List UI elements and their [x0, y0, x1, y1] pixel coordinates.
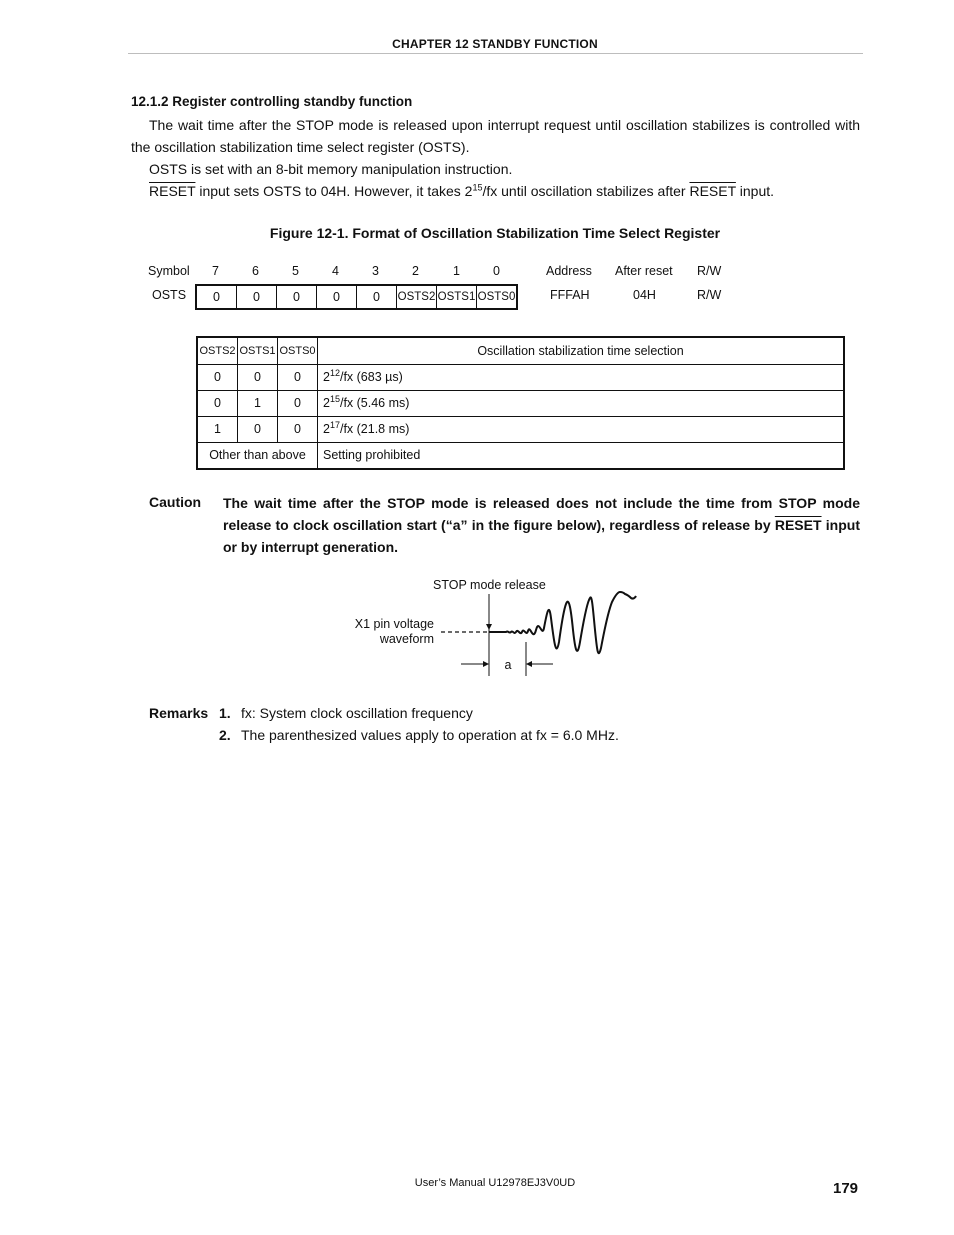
table-cell: 0 [197, 390, 238, 416]
table-cell: 1 [238, 390, 278, 416]
table-cell: 0 [278, 364, 318, 390]
time-exponent: 15 [329, 393, 340, 404]
waveform-diagram [340, 572, 650, 684]
table-header: OSTS0 [278, 337, 318, 364]
table-cell: 1 [197, 416, 238, 442]
symbol-label: Symbol [148, 264, 190, 278]
reset-text-a: input sets OSTS to 04H. However, it takes 2 [195, 183, 473, 199]
remark-text: The parenthesized values apply to operation at fx = 6.0 MHz. [241, 727, 619, 743]
a-left-arrow-icon [483, 661, 489, 667]
table-cell [318, 416, 845, 442]
time-exponent: 12 [329, 367, 340, 378]
bit-cell: OSTS2 [397, 285, 437, 309]
register-address: FFFAH [550, 288, 590, 302]
table-cell [318, 390, 845, 416]
bit-number: 2 [412, 264, 419, 278]
table-cell: 0 [238, 364, 278, 390]
oscillation-waveform [489, 592, 636, 653]
chapter-header: CHAPTER 12 STANDBY FUNCTION [392, 37, 598, 51]
table-cell: 0 [278, 416, 318, 442]
reset-text-c: input. [735, 183, 775, 199]
table-header: Oscillation stabilization time selection [318, 337, 845, 364]
bit-number: 1 [453, 264, 460, 278]
remark-number: 2. [219, 727, 231, 743]
time-base: 2 [323, 422, 330, 436]
bit-cell: 0 [277, 285, 317, 309]
bit-number: 7 [212, 264, 219, 278]
figure-title: Figure 12-1. Format of Oscillation Stabilization Time Select Register [269, 225, 721, 241]
caution-text-a: The wait time after the STOP mode is released does not include the time from STOP mode release to clock oscillation start (“a” in the figure below), regardless of release by [223, 495, 860, 533]
a-right-arrow-icon [526, 661, 532, 667]
release-arrow-icon [486, 624, 492, 630]
caution-text [223, 492, 860, 558]
table-cell: 0 [278, 390, 318, 416]
time-rest: /fx (5.46 ms) [339, 396, 410, 410]
caution-text-b: input or by interrupt generation. [223, 517, 860, 555]
paragraph-wait-time: The wait time after the STOP mode is released upon interrupt request until oscillation stabilizes is controlled with the oscillation stabilization time select register (OSTS). [131, 117, 860, 155]
remark-text: fx: System clock oscillation frequency [241, 705, 473, 721]
table-cell: Other than above [197, 442, 318, 469]
table-row [197, 416, 844, 442]
bit-number: 4 [332, 264, 339, 278]
bit-number: 6 [252, 264, 259, 278]
reset-signal: RESET [689, 183, 736, 199]
bit-number: 0 [493, 264, 500, 278]
time-exponent: 17 [329, 419, 340, 430]
bit-number: 5 [292, 264, 299, 278]
manual-footer: User’s Manual U12978EJ3V0UD [414, 1177, 576, 1189]
table-cell: 0 [238, 416, 278, 442]
waveform-label: waveform [379, 632, 434, 646]
header-rule [128, 53, 863, 54]
bit-cell: OSTS0 [477, 285, 518, 309]
table-row [197, 390, 844, 416]
time-base: 2 [323, 370, 330, 384]
x1-pin-label: X1 pin voltage [354, 617, 434, 631]
table-header: OSTS2 [197, 337, 238, 364]
bit-cell: 0 [357, 285, 397, 309]
selection-table [196, 336, 845, 470]
reset-signal: RESET [149, 183, 196, 199]
bit-cell: 0 [196, 285, 237, 309]
section-title: 12.1.2 Register controlling standby function [131, 94, 413, 109]
register-bit-table [195, 284, 518, 310]
bit-cell: OSTS1 [437, 285, 477, 309]
register-rw: R/W [697, 288, 722, 302]
table-row [197, 364, 844, 390]
exponent: 15 [472, 182, 483, 193]
time-base: 2 [323, 396, 330, 410]
bit-cell: 0 [317, 285, 357, 309]
page-number: 179 [833, 1180, 859, 1197]
remark-number: 1. [219, 705, 231, 721]
interval-a-label: a [504, 658, 512, 672]
bit-cell: 0 [237, 285, 277, 309]
time-rest: /fx (683 µs) [339, 370, 403, 384]
paragraph-reset [149, 180, 774, 202]
caution-label: Caution [149, 494, 202, 510]
paragraph-osts-set: OSTS is set with an 8-bit memory manipulation instruction. [149, 161, 513, 177]
address-label: Address [546, 264, 592, 278]
register-after-reset: 04H [633, 288, 656, 302]
remarks-label: Remarks [149, 705, 209, 721]
table-row [197, 442, 844, 469]
time-rest: /fx (21.8 ms) [339, 422, 410, 436]
reset-text-b: /fx until oscillation stabilizes after [482, 183, 690, 199]
table-cell [318, 364, 845, 390]
rw-label: R/W [697, 264, 722, 278]
register-symbol: OSTS [152, 288, 187, 302]
bit-number: 3 [372, 264, 379, 278]
stop-mode-release-label: STOP mode release [433, 578, 546, 592]
table-header: OSTS1 [238, 337, 278, 364]
table-cell: Setting prohibited [318, 442, 845, 469]
table-cell: 0 [197, 364, 238, 390]
after-reset-label: After reset [615, 264, 673, 278]
reset-signal: RESET [774, 517, 822, 533]
